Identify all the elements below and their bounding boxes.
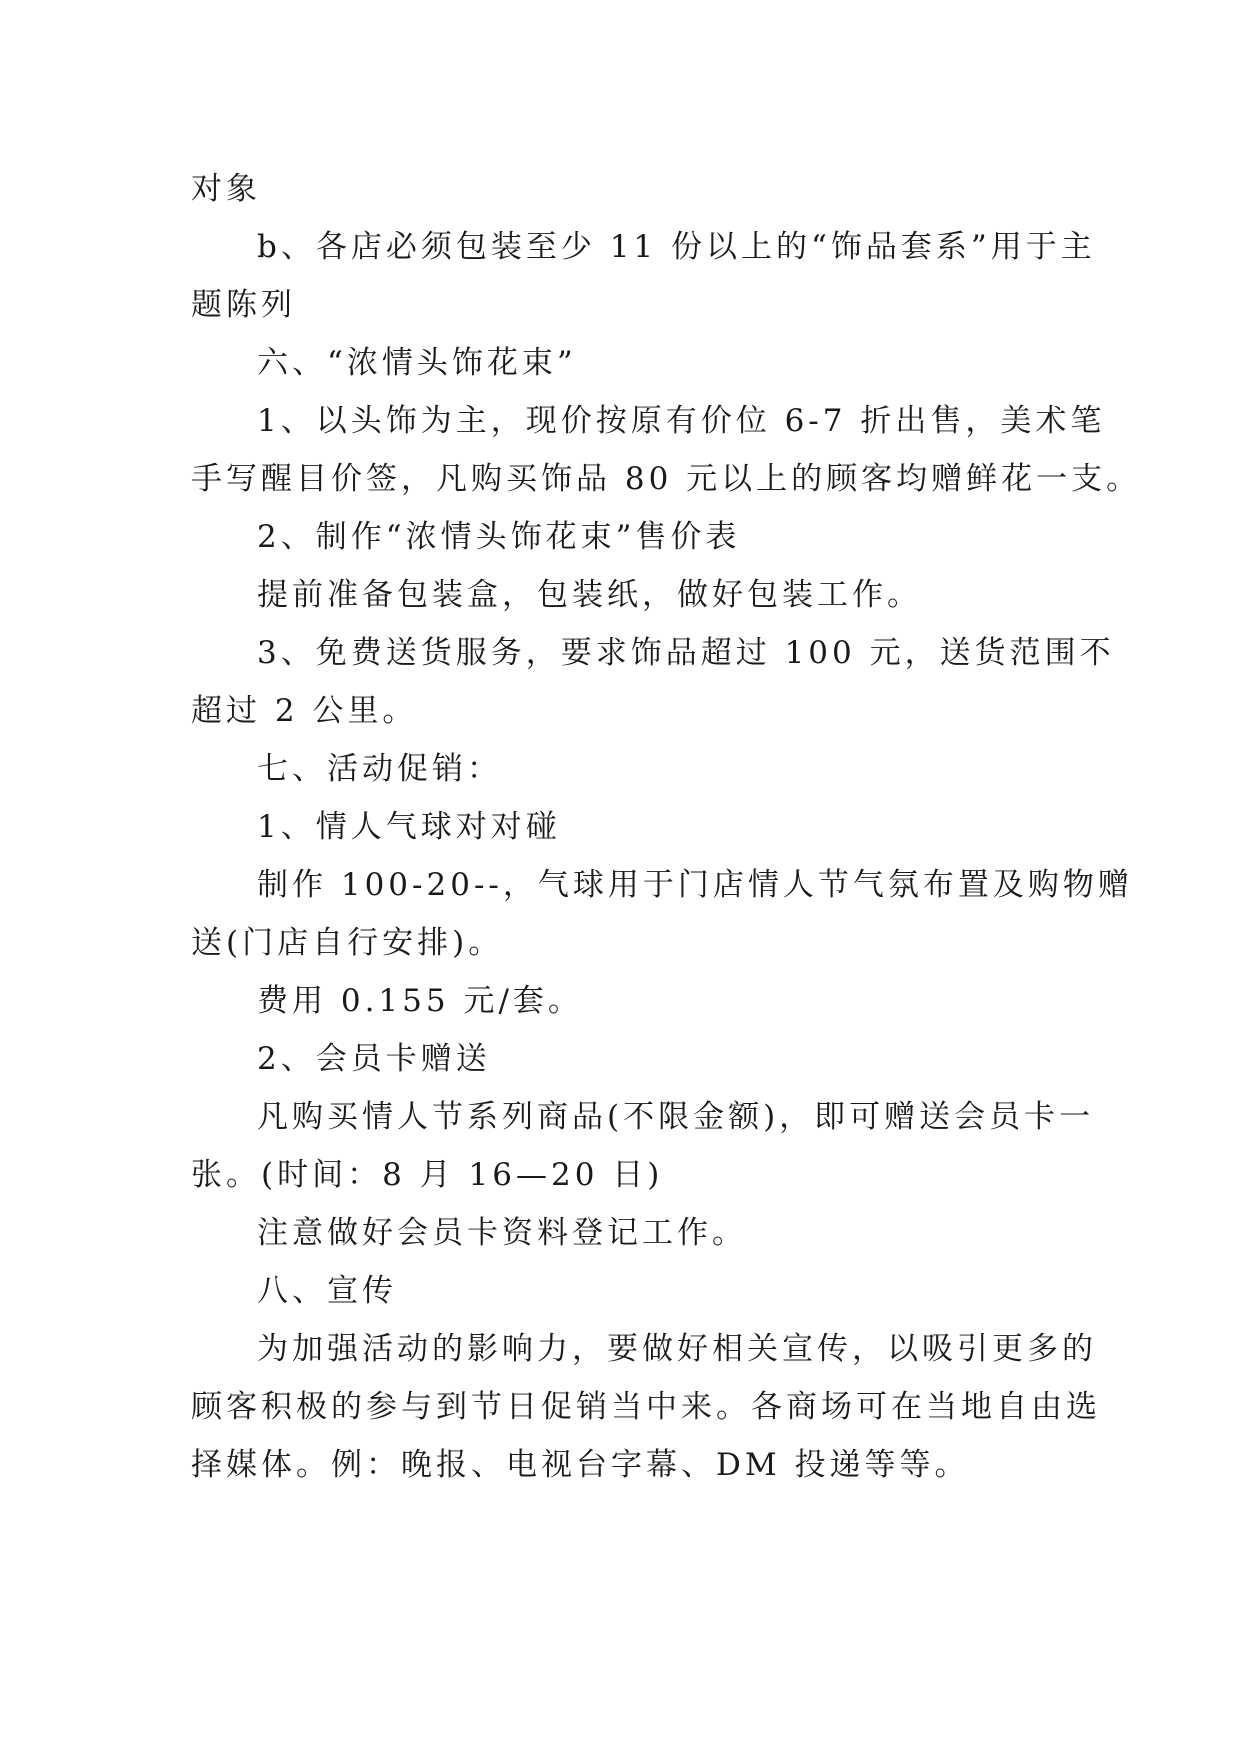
text-line: 1、情人气球对对碰 [257, 809, 561, 845]
text-line: 1、以头饰为主，现价按原有价位 6-7 折出售，美术笔 [257, 403, 1106, 439]
text-line: 2、会员卡赠送 [257, 1041, 491, 1077]
text-line: 提前准备包装盒，包装纸，做好包装工作。 [257, 577, 922, 613]
text-line: 张。(时间：8 月 16—20 日) [191, 1157, 664, 1193]
text-line: 题陈列 [191, 287, 296, 323]
document-body [191, 160, 1142, 1494]
text-line: 择媒体。例：晚报、电视台字幕、DM 投递等等。 [191, 1447, 970, 1483]
text-line: 送(门店自行安排)。 [191, 925, 504, 961]
text-line: 顾客积极的参与到节日促销当中来。各商场可在当地自由选 [191, 1389, 1101, 1425]
text-line: 凡购买情人节系列商品(不限金额)，即可赠送会员卡一 [257, 1099, 1095, 1135]
text-line: 制作 100-20--，气球用于门店情人节气氛布置及购物赠 [257, 867, 1133, 903]
text-line: 2、制作“浓情头饰花束”售价表 [257, 519, 741, 555]
section-heading: 六、“浓情头饰花束” [257, 345, 577, 381]
text-line: 手写醒目价签，凡购买饰品 80 元以上的顾客均赠鲜花一支。 [191, 461, 1142, 497]
text-line: 3、免费送货服务，要求饰品超过 100 元，送货范围不 [257, 635, 1115, 671]
text-line: 超过 2 公里。 [191, 693, 418, 729]
text-line: 对象 [191, 171, 261, 207]
section-heading: 八、宣传 [257, 1273, 397, 1309]
text-line: 费用 0.155 元/套。 [257, 983, 583, 1019]
text-line: 注意做好会员卡资料登记工作。 [257, 1215, 747, 1251]
text-line: b、各店必须包装至少 11 份以上的“饰品套系”用于主 [257, 229, 1096, 265]
section-heading: 七、活动促销： [257, 751, 502, 787]
text-line: 为加强活动的影响力，要做好相关宣传，以吸引更多的 [257, 1331, 1097, 1367]
